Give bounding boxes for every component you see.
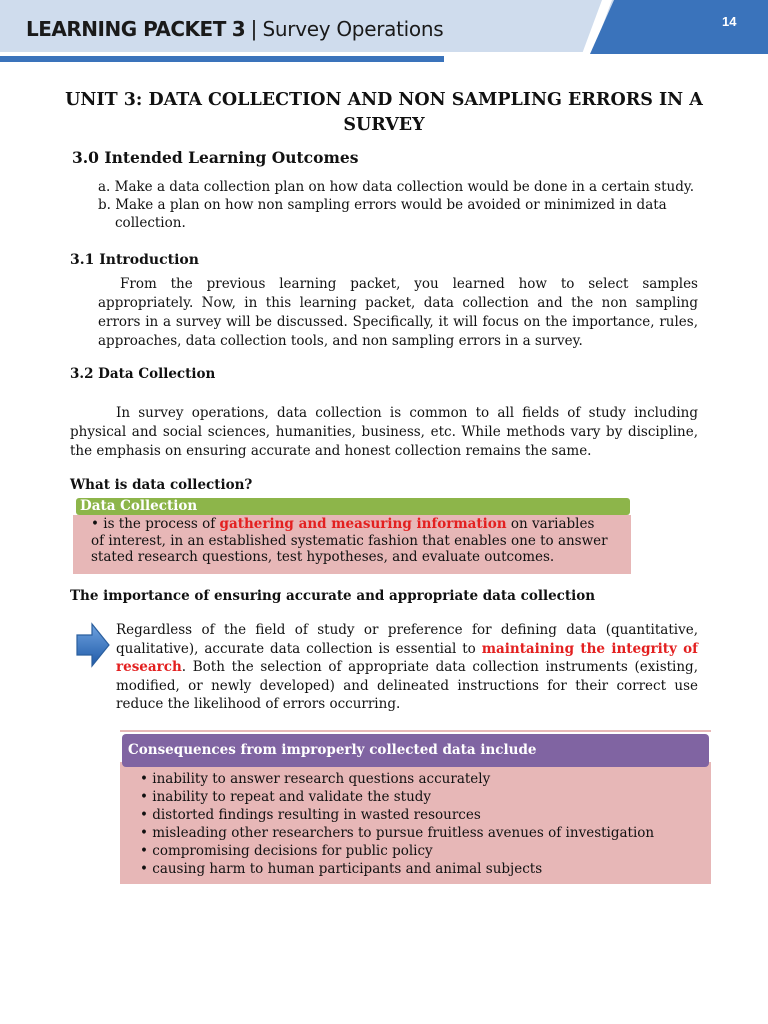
packet-label: LEARNING PACKET (26, 17, 226, 41)
list-item: • compromising decisions for public policy (140, 843, 433, 859)
importance-text-end: . Both the selection of appropriate data collection instruments (existing, modified, or newly developed) and delineated instructions for their correct use reduce the likelihood of errors occurring. (116, 659, 698, 712)
header-separator: | (251, 16, 257, 41)
importance-highlight: maintaining the integrity of research (116, 640, 698, 675)
list-item: • distorted findings resulting in wasted resources (140, 807, 481, 823)
introduction-heading: 3.1 Introduction (70, 252, 199, 268)
page-header (0, 0, 768, 56)
bullet: • (91, 516, 99, 532)
introduction-text: From the previous learning packet, you learned how to select samples appropriately. Now, in this learning packet, data collection and the non sampling errors in a survey will be discussed. Specifically, it will focus on the importance, rules, approaches, data collection tools, and non sampling errors in a survey. (98, 276, 698, 349)
importance-text (116, 621, 698, 714)
outcomes-heading: 3.0 Intended Learning Outcomes (72, 148, 359, 167)
definition-highlight: gathering and measuring information (219, 516, 507, 532)
definition-text (91, 516, 611, 566)
list-item: • causing harm to human participants and animal subjects (140, 861, 543, 877)
list-item: a. Make a data collection plan on how data collection would be done in a certain study. (98, 179, 694, 195)
importance-text-start: Regardless of the field of study or preference for defining data (quantitative, qualitative), accurate data collection is essential to (116, 622, 698, 657)
outcomes-list (98, 178, 708, 232)
unit-title: UNIT 3: DATA COLLECTION AND NON SAMPLING ERRORS IN A SURVEY (65, 90, 703, 135)
packet-number: 3 (231, 17, 246, 41)
definition-body (73, 515, 631, 574)
list-item: • inability to answer research questions accurately (140, 771, 491, 787)
consequences-top-border (120, 730, 711, 732)
page-number: 14 (722, 14, 737, 29)
definition-title: Data Collection (76, 498, 630, 515)
arrow-right-icon (76, 622, 110, 668)
consequences-box (120, 730, 711, 884)
consequences-title: Consequences from improperly collected data include (122, 734, 709, 767)
definition-box (73, 498, 631, 574)
header-title (26, 16, 443, 42)
list-item: b. Make a plan on how non sampling errors would be avoided or minimized in data collection. (98, 197, 667, 231)
definition-text-end: on variables of interest, in an established systematic fashion that enables one to answer stated research questions, test hypotheses, and evaluate outcomes. (91, 516, 608, 565)
header-underline (0, 56, 444, 62)
definition-text-start: is the process of (103, 516, 220, 532)
data-collection-heading: 3.2 Data Collection (70, 366, 216, 382)
header-page-tab (590, 0, 768, 54)
data-collection-text: In survey operations, data collection is common to all fields of study including physical and social sciences, humanities, business, etc. While methods vary by discipline, the emphasis on ensuring accurate and honest collection remains the same. (70, 405, 698, 459)
list-item: • misleading other researchers to pursue fruitless avenues of investigation (140, 825, 655, 841)
consequences-list (140, 770, 700, 878)
definition-question: What is data collection? (70, 477, 253, 493)
list-item: • inability to repeat and validate the study (140, 789, 432, 805)
importance-heading: The importance of ensuring accurate and appropriate data collection (70, 588, 596, 604)
header-subtitle: Survey Operations (262, 17, 444, 41)
